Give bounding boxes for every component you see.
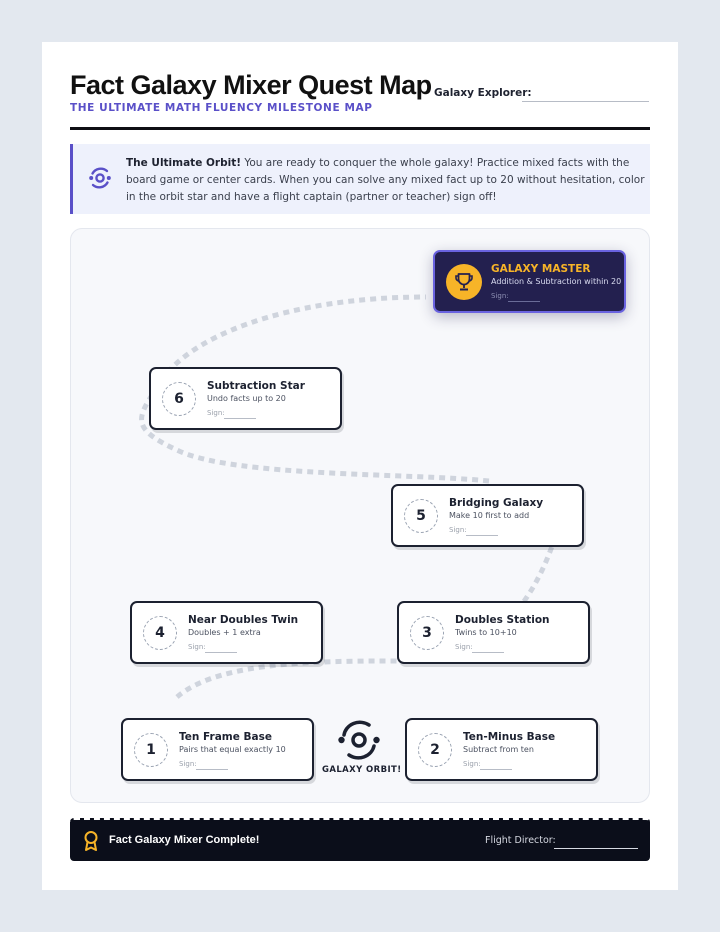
milestone-title: Near Doubles Twin [188, 614, 299, 626]
milestone-description: Doubles + 1 extra [188, 628, 261, 637]
ribbon-icon [82, 830, 100, 852]
milestone-description: Subtract from ten [463, 745, 534, 754]
milestone-sign-label: Sign: [449, 526, 467, 534]
milestone-sign-label: Sign: [179, 760, 197, 768]
milestone-title: Bridging Galaxy [449, 497, 544, 509]
milestone-6 [149, 367, 342, 430]
intro-lead: The Ultimate Orbit! [126, 157, 242, 169]
milestone-sign-label: Sign: [207, 409, 225, 417]
milestone-description: Undo facts up to 20 [207, 394, 286, 403]
trophy-badge [446, 264, 482, 300]
milestone-sign-label: Sign: [491, 292, 509, 300]
orbit-icon [86, 164, 114, 192]
milestone-description: Pairs that equal exactly 10 [179, 745, 286, 754]
header-divider [70, 127, 650, 130]
milestone-sign-line[interactable] [205, 652, 237, 653]
milestone-sign-line[interactable] [196, 769, 228, 770]
milestone-sign-line[interactable] [508, 301, 540, 302]
milestone-3 [397, 601, 590, 664]
milestone-sign-line[interactable] [472, 652, 504, 653]
flight-director-label: Flight Director: [485, 835, 556, 846]
intro-text [126, 155, 648, 206]
milestone-description: Make 10 first to add [449, 511, 530, 520]
milestone-title: Subtraction Star [207, 380, 305, 392]
completion-footer [70, 818, 650, 861]
intro-callout [70, 144, 650, 214]
milestone-2 [405, 718, 598, 781]
explorer-name-line[interactable] [522, 101, 649, 102]
milestone-number[interactable]: 5 [404, 499, 438, 533]
milestone-number[interactable]: 4 [143, 616, 177, 650]
milestone-description: Twins to 10+10 [455, 628, 517, 637]
milestone-title: Ten Frame Base [179, 731, 272, 743]
milestone-number[interactable]: 1 [134, 733, 168, 767]
page-subtitle: THE ULTIMATE MATH FLUENCY MILESTONE MAP [70, 102, 373, 114]
milestone-title: Ten-Minus Base [463, 731, 556, 743]
milestone-4 [130, 601, 323, 664]
milestone-title: Doubles Station [455, 614, 550, 626]
milestone-number[interactable]: 6 [162, 382, 196, 416]
milestone-1 [121, 718, 314, 781]
milestone-number[interactable]: 3 [410, 616, 444, 650]
milestone-sign-line[interactable] [480, 769, 512, 770]
milestone-sign-line[interactable] [224, 418, 256, 419]
intro-body: You are ready to conquer the whole galaxy! Practice mixed facts with the board game or center cards. When you can solve any mixed fact up to 20 without hesitation, color in the orbit star and have a flight captain (partner or teacher) sign off! [126, 157, 645, 203]
milestone-description: Addition & Subtraction within 20 [491, 277, 622, 286]
milestone-sign-label: Sign: [455, 643, 473, 651]
flight-director-signature-line[interactable] [554, 848, 638, 849]
milestone-title: GALAXY MASTER [491, 263, 591, 275]
milestone-sign-label: Sign: [463, 760, 481, 768]
milestone-number[interactable]: 2 [418, 733, 452, 767]
milestone-sign-label: Sign: [188, 643, 206, 651]
milestone-sign-line[interactable] [466, 535, 498, 536]
worksheet-page [42, 42, 678, 890]
milestone-5 [391, 484, 584, 547]
explorer-label: Galaxy Explorer: [434, 87, 532, 99]
milestone-galaxy-master [433, 250, 626, 313]
trophy-icon [446, 264, 482, 300]
orbit-label: GALAXY ORBIT! [322, 765, 402, 775]
orbit-icon [335, 719, 383, 761]
page-title: Fact Galaxy Mixer Quest Map [70, 70, 432, 100]
completion-text: Fact Galaxy Mixer Complete! [109, 834, 260, 846]
quest-map [70, 228, 650, 803]
